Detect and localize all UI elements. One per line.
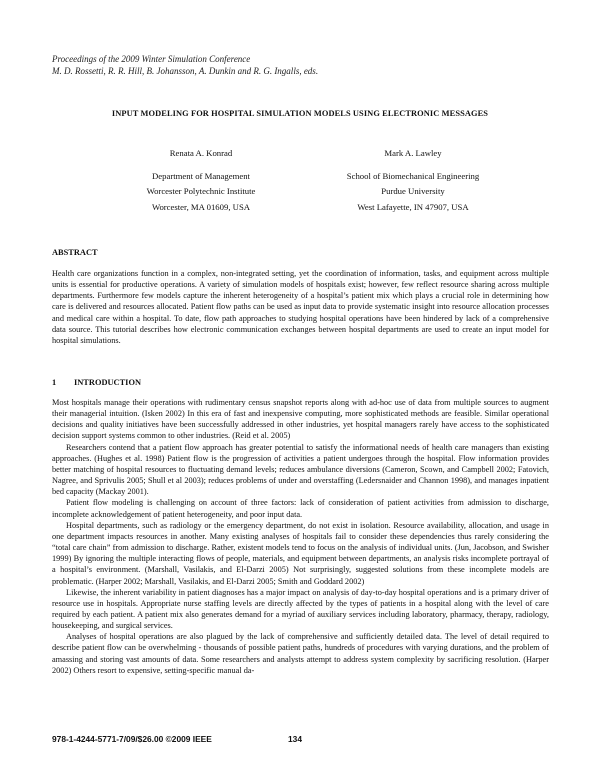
proceedings-header bbox=[52, 54, 552, 77]
author-name: Mark A. Lawley bbox=[384, 148, 442, 158]
author-department: School of Biomechanical Engineering bbox=[346, 171, 480, 182]
body-paragraph: Most hospitals manage their operations with rudimentary census snapshot reports along with ad-hoc use of data from multiple sources to augment their managerial intuition. (Isken 2002) In this era of fast and inexpensive computing, more sophisticated methods are feasible. Similar operational decisions and quality initiatives have been successfully addressed in other industries, yet hospital managers rarely have access to the sophisticated decision support systems common to other industries. (Reid et al. 2005) bbox=[52, 398, 549, 441]
author-block-konrad bbox=[128, 146, 274, 215]
author-name: Renata A. Konrad bbox=[169, 148, 233, 158]
proceedings-title: Proceedings of the 2009 Winter Simulation Conference bbox=[52, 54, 251, 64]
footer-isbn: 978-1-4244-5771-7/09/$26.00 ©2009 IEEE bbox=[52, 734, 212, 744]
section-number: 1 bbox=[52, 378, 57, 387]
body-paragraph: Likewise, the inherent variability in patient diagnoses has a major impact on analysis of day-to-day hospital operations and is a primary driver of resource use in hospitals. Appropriate nurse staffing levels are directly affected by the types of patients in a hospital along with the level of care required by each patient. A patient mix also generates demand for a myriad of auxiliary services including laboratory, pharmacy, therapy, radiology, housekeeping, and surgical services. bbox=[52, 587, 549, 631]
author-block-lawley bbox=[330, 146, 496, 215]
body-paragraph: Researchers contend that a patient flow approach has greater potential to satisfy the informational needs of health care managers than existing approaches. (Hughes et al. 1998) Patient flow is the progression of activities a patient undergoes through the hospital. Flow information provides better matching of hospital resources to fluctuating demand levels; reduces ambulance diversions (Cameron, Scown, and Campbell 2002; Fatovich, Nagree, and Sprivulis 2005; Shull et al 2003); reduces problems of under and overstaffing (Ledersnaider and Channon 1998), and manages inpatient bed capacity (Mackay 2001). bbox=[52, 442, 549, 497]
page-number: 134 bbox=[288, 734, 302, 744]
abstract-heading: ABSTRACT bbox=[52, 248, 98, 257]
introduction-body bbox=[52, 397, 549, 676]
paper-title: INPUT MODELING FOR HOSPITAL SIMULATION MODELS USING ELECTRONIC MESSAGES bbox=[111, 109, 489, 118]
abstract-body bbox=[52, 268, 549, 346]
author-institution: Worcester Polytechnic Institute bbox=[146, 186, 256, 197]
section-heading-introduction bbox=[52, 378, 141, 387]
author-department: Department of Management bbox=[152, 171, 250, 182]
section-title: INTRODUCTION bbox=[74, 378, 142, 387]
proceedings-editors: M. D. Rossetti, R. R. Hill, B. Johansson, A. Dunkin and R. G. Ingalls, eds. bbox=[52, 65, 319, 76]
author-address: West Lafayette, IN 47907, USA bbox=[357, 201, 469, 212]
author-address: Worcester, MA 01609, USA bbox=[151, 201, 251, 212]
author-institution: Purdue University bbox=[381, 186, 445, 197]
body-paragraph: Hospital departments, such as radiology or the emergency department, do not exist in isolation. Resource availability, allocation, and usage in one department impacts resources in another. Many existing analyses of hospitals fail to consider these dependencies thus rarely considering the “total care chain” from admission to discharge. Rather, existent models tend to focus on the analysis of individual units. (Jun, Jacobson, and Swisher 1999) By ignoring the multiple interacting flows of people, materials, and equipment between departments, an analysis risks incomplete portrayal of a hospital’s environment. (Marshall, Vasilakis, and El-Darzi 2005) Not surprisingly, suggested solutions from these incomplete models are problematic. (Harper 2002; Marshall, Vasilakis, and El-Darzi 2005; Smith and Goddard 2002) bbox=[52, 520, 549, 586]
body-paragraph: Patient flow modeling is challenging on account of three factors: lack of consideration of patient activities from admission to discharge, incomplete acknowledgement of patient heterogeneity, and poor input data. bbox=[52, 498, 549, 519]
body-paragraph: Analyses of hospital operations are also plagued by the lack of comprehensive and sufficiently detailed data. The level of detail required to describe patient flow can be overwhelming - thousands of possible patient paths, hundreds of procedures with varying durations, and the problem of amassing and storing vast amounts of data. Some researchers and analysts attempt to address system complexity by sacrificing resolution. (Harper 2002) Others resort to expensive, setting-specific manual da- bbox=[52, 632, 549, 675]
abstract-paragraph: Health care organizations function in a complex, non-integrated setting, yet the coordination of information, tasks, and equipment across multiple units is essential for productive operations. A variety of simulation models of hospitals exist; however, few reflect resource sharing across multiple departments. Furthermore few models capture the inherent heterogeneity of a hospital’s patient mix which plays a crucial role in determining how care is delivered and resources allocated. Patient flow paths can be used as input data to provide systematic insight into resource allocation processes and medical care within a hospital. To date, flow path approaches to studying hospital operations have been hindered by lack of a comprehensive data source. This tutorial describes how electronic communication exchanges between hospital departments are used to create an input model for hospital simulations. bbox=[52, 269, 549, 345]
